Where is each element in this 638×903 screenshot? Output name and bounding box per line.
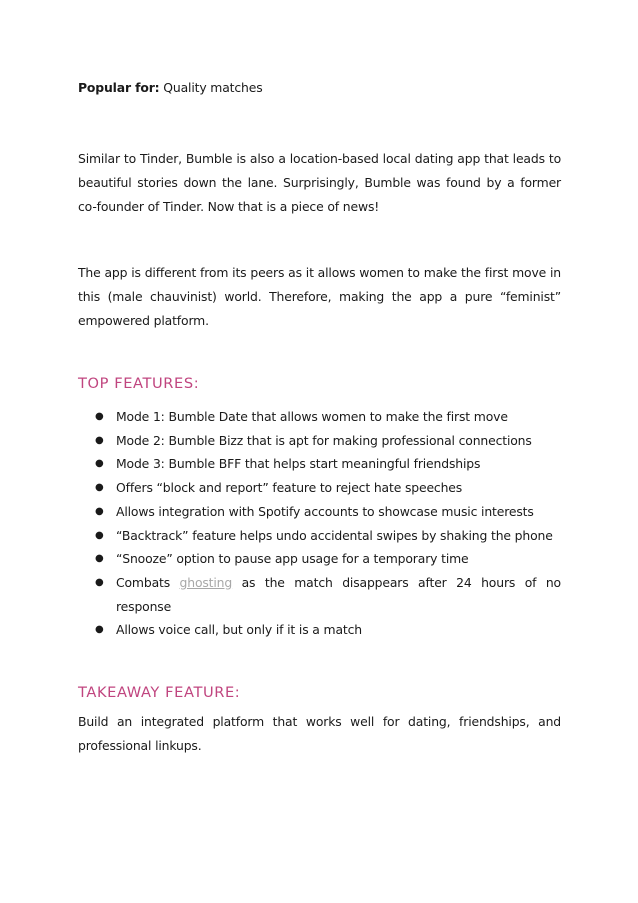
list-item bbox=[95, 429, 561, 453]
list-item-text-before: Combats bbox=[116, 574, 180, 590]
list-item-text: Offers “block and report” feature to reject hate speeches bbox=[116, 480, 463, 496]
list-item bbox=[95, 476, 561, 500]
list-item-text-after: as the match disappears after 24 hours of no response bbox=[116, 574, 561, 614]
list-item-text: Allows integration with Spotify accounts to showcase music interests bbox=[116, 503, 534, 519]
popular-for-label: Popular for: bbox=[78, 80, 160, 95]
top-features-heading: TOP FEATURES: bbox=[78, 375, 200, 392]
document-content bbox=[78, 76, 561, 758]
list-item-text: Mode 3: Bumble BFF that helps start meaningful friendships bbox=[116, 456, 481, 472]
ghosting-link[interactable]: ghosting bbox=[179, 574, 233, 590]
bullet-icon: ● bbox=[95, 411, 104, 422]
bullet-icon: ● bbox=[95, 553, 104, 565]
list-item-text: Mode 1: Bumble Date that allows women to make the first move bbox=[116, 409, 508, 424]
takeaway-paragraph: Build an integrated platform that works well for dating, friendships, and professional linkups. bbox=[78, 714, 561, 754]
list-item-text: Mode 2: Bumble Bizz that is apt for making professional connections bbox=[116, 432, 532, 448]
popular-for-value: Quality matches bbox=[163, 80, 263, 95]
intro-paragraph: Similar to Tinder, Bumble is also a location-based local dating app that leads to beautiful stories down the lane. Surprisingly, Bumble was found by a former co-founder of Tinder. Now that is a piece of news! bbox=[78, 151, 561, 214]
list-item bbox=[95, 500, 561, 524]
bullet-icon: ● bbox=[95, 434, 104, 446]
bullet-icon: ● bbox=[95, 458, 104, 470]
popular-for-line bbox=[78, 76, 561, 100]
bullet-icon: ● bbox=[95, 624, 104, 636]
top-features-list bbox=[78, 405, 561, 642]
list-item bbox=[95, 452, 561, 476]
list-item-text: Allows voice call, but only if it is a match bbox=[116, 622, 362, 638]
bullet-icon: ● bbox=[95, 505, 104, 517]
bullet-icon: ● bbox=[95, 576, 104, 588]
list-item bbox=[95, 618, 561, 642]
bullet-icon: ● bbox=[95, 482, 104, 494]
list-item-text: “Snooze” option to pause app usage for a temporary time bbox=[116, 551, 469, 567]
list-item-ghosting bbox=[95, 571, 561, 618]
bullet-icon: ● bbox=[95, 529, 104, 541]
list-item bbox=[95, 405, 561, 429]
list-item bbox=[95, 524, 561, 548]
feminist-paragraph: The app is different from its peers as it allows women to make the first move in this (male chauvinist) world. Therefore, making the app a pure “feminist” empowered platform. bbox=[78, 265, 561, 328]
list-item-text: “Backtrack” feature helps undo accidental swipes by shaking the phone bbox=[116, 527, 553, 543]
takeaway-feature-heading: TAKEAWAY FEATURE: bbox=[78, 684, 241, 702]
list-item bbox=[95, 547, 561, 571]
